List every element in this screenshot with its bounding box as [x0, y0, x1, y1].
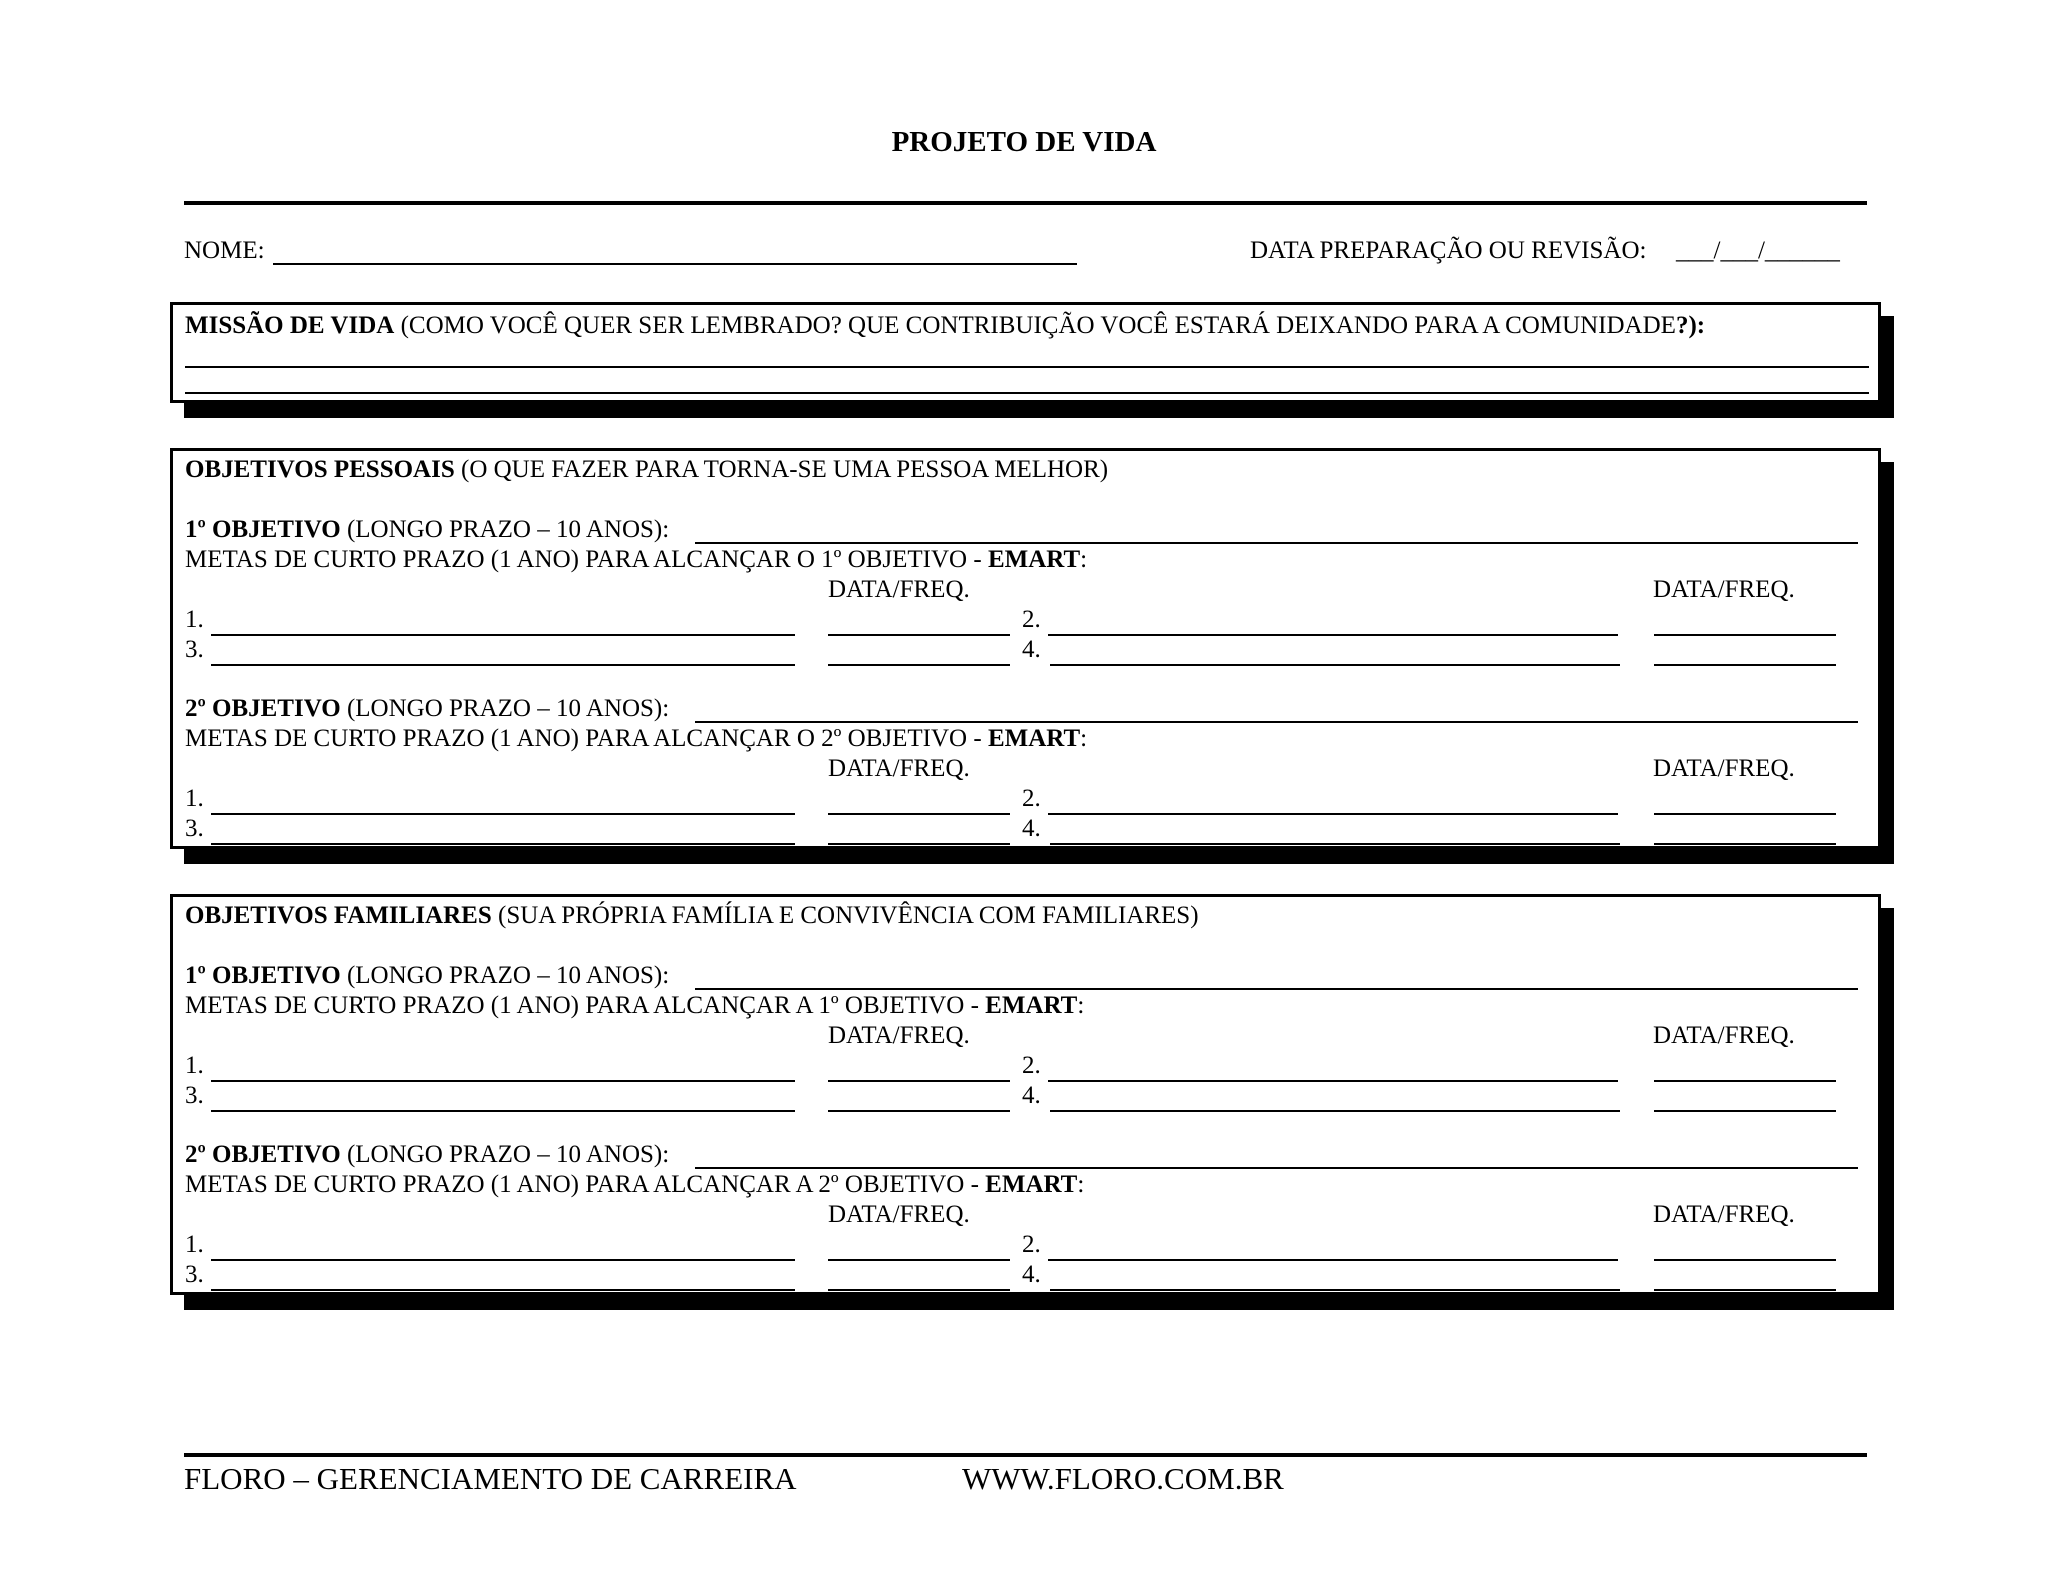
goal-date-field[interactable]	[1654, 843, 1836, 845]
family-objective-2-metas: METAS DE CURTO PRAZO (1 ANO) PARA ALCANÇAR A 2º OBJETIVO - EMART:	[185, 1171, 1085, 1198]
goal-number: 4.	[1022, 636, 1041, 663]
data-freq-label: DATA/FREQ.	[1653, 1022, 1795, 1049]
goal-field[interactable]	[211, 1080, 795, 1082]
family-objective-1-metas: METAS DE CURTO PRAZO (1 ANO) PARA ALCANÇAR A 1º OBJETIVO - EMART:	[185, 992, 1085, 1019]
goal-field[interactable]	[211, 1289, 795, 1291]
goal-field[interactable]	[211, 1259, 795, 1261]
goal-field[interactable]	[1048, 1259, 1618, 1261]
goal-field[interactable]	[1050, 1110, 1620, 1112]
mission-answer-line-2[interactable]	[185, 392, 1869, 394]
family-subtitle: (SUA PRÓPRIA FAMÍLIA E CONVIVÊNCIA COM FAMILIARES)	[498, 902, 1199, 929]
data-freq-label: DATA/FREQ.	[1653, 755, 1795, 782]
goal-date-field[interactable]	[1654, 1259, 1836, 1261]
mission-box	[170, 302, 1881, 403]
goal-field[interactable]	[211, 634, 795, 636]
goal-number: 2.	[1022, 1052, 1041, 1079]
personal-objective-2-field[interactable]	[695, 721, 1858, 723]
goal-field[interactable]	[211, 664, 795, 666]
goal-number: 2.	[1022, 785, 1041, 812]
goal-number: 3.	[185, 815, 204, 842]
data-freq-label: DATA/FREQ.	[828, 576, 970, 603]
goal-number: 1.	[185, 1231, 204, 1258]
goal-field[interactable]	[211, 1110, 795, 1112]
name-field[interactable]	[273, 263, 1077, 265]
goal-number: 3.	[185, 1261, 204, 1288]
goal-date-field[interactable]	[828, 634, 1010, 636]
data-freq-label: DATA/FREQ.	[828, 1022, 970, 1049]
personal-objectives-box	[170, 448, 1881, 849]
personal-heading	[185, 455, 1108, 485]
personal-objective-1-label: 1º OBJETIVO (LONGO PRAZO – 10 ANOS):	[185, 516, 670, 543]
mission-answer-line-1[interactable]	[185, 366, 1869, 368]
goal-field[interactable]	[1050, 1289, 1620, 1291]
goal-date-field[interactable]	[1654, 1289, 1836, 1291]
data-freq-label: DATA/FREQ.	[828, 755, 970, 782]
personal-objective-2-label: 2º OBJETIVO (LONGO PRAZO – 10 ANOS):	[185, 695, 670, 722]
personal-objective-1-field[interactable]	[695, 542, 1858, 544]
goal-field[interactable]	[1050, 843, 1620, 845]
goal-date-field[interactable]	[828, 1259, 1010, 1261]
goal-date-field[interactable]	[1654, 813, 1836, 815]
family-objective-1-field[interactable]	[695, 988, 1858, 990]
goal-field[interactable]	[1048, 813, 1618, 815]
goal-date-field[interactable]	[828, 1289, 1010, 1291]
footer-rule	[184, 1453, 1867, 1457]
goal-number: 1.	[185, 1052, 204, 1079]
family-objective-2-label: 2º OBJETIVO (LONGO PRAZO – 10 ANOS):	[185, 1141, 670, 1168]
data-freq-label: DATA/FREQ.	[1653, 576, 1795, 603]
goal-date-field[interactable]	[828, 843, 1010, 845]
footer-website[interactable]: WWW.FLORO.COM.BR	[962, 1461, 1284, 1496]
goal-number: 4.	[1022, 815, 1041, 842]
goal-date-field[interactable]	[1654, 1080, 1836, 1082]
family-objective-1-label: 1º OBJETIVO (LONGO PRAZO – 10 ANOS):	[185, 962, 670, 989]
goal-number: 3.	[185, 636, 204, 663]
family-heading	[185, 901, 1199, 931]
data-freq-label: DATA/FREQ.	[1653, 1201, 1795, 1228]
name-label: NOME:	[184, 237, 265, 264]
family-objective-2-field[interactable]	[695, 1167, 1858, 1169]
family-title: OBJETIVOS FAMILIARES	[185, 902, 492, 929]
goal-date-field[interactable]	[1654, 664, 1836, 666]
data-freq-label: DATA/FREQ.	[828, 1201, 970, 1228]
page-title: PROJETO DE VIDA	[891, 126, 1157, 158]
goal-field[interactable]	[211, 813, 795, 815]
personal-objective-1-metas: METAS DE CURTO PRAZO (1 ANO) PARA ALCANÇAR O 1º OBJETIVO - EMART:	[185, 546, 1088, 573]
personal-subtitle: (O QUE FAZER PARA TORNA-SE UMA PESSOA MELHOR)	[461, 456, 1109, 483]
mission-subtitle: (COMO VOCÊ QUER SER LEMBRADO? QUE CONTRIBUIÇÃO VOCÊ ESTARÁ DEIXANDO PARA A COMUNIDADE	[400, 312, 1676, 339]
mission-heading	[185, 311, 1705, 341]
goal-number: 4.	[1022, 1082, 1041, 1109]
goal-field[interactable]	[1048, 1080, 1618, 1082]
footer-company: FLORO – GERENCIAMENTO DE CARREIRA	[184, 1461, 797, 1496]
goal-date-field[interactable]	[1654, 1110, 1836, 1112]
goal-date-field[interactable]	[828, 1110, 1010, 1112]
personal-title: OBJETIVOS PESSOAIS	[185, 456, 455, 483]
mission-subtitle-end: ?):	[1675, 312, 1706, 339]
family-objectives-box	[170, 894, 1881, 1295]
goal-number: 2.	[1022, 1231, 1041, 1258]
mission-title: MISSÃO DE VIDA	[185, 312, 395, 339]
goal-date-field[interactable]	[828, 1080, 1010, 1082]
goal-field[interactable]	[1050, 664, 1620, 666]
top-rule	[184, 201, 1867, 205]
personal-objective-2-metas: METAS DE CURTO PRAZO (1 ANO) PARA ALCANÇAR O 2º OBJETIVO - EMART:	[185, 725, 1088, 752]
goal-number: 1.	[185, 785, 204, 812]
goal-number: 2.	[1022, 606, 1041, 633]
goal-date-field[interactable]	[828, 664, 1010, 666]
date-field[interactable]: ___/___/______	[1676, 237, 1840, 264]
goal-field[interactable]	[211, 843, 795, 845]
goal-date-field[interactable]	[1654, 634, 1836, 636]
goal-field[interactable]	[1048, 634, 1618, 636]
goal-number: 3.	[185, 1082, 204, 1109]
goal-number: 4.	[1022, 1261, 1041, 1288]
date-label: DATA PREPARAÇÃO OU REVISÃO:	[1250, 237, 1647, 264]
goal-number: 1.	[185, 606, 204, 633]
goal-date-field[interactable]	[828, 813, 1010, 815]
